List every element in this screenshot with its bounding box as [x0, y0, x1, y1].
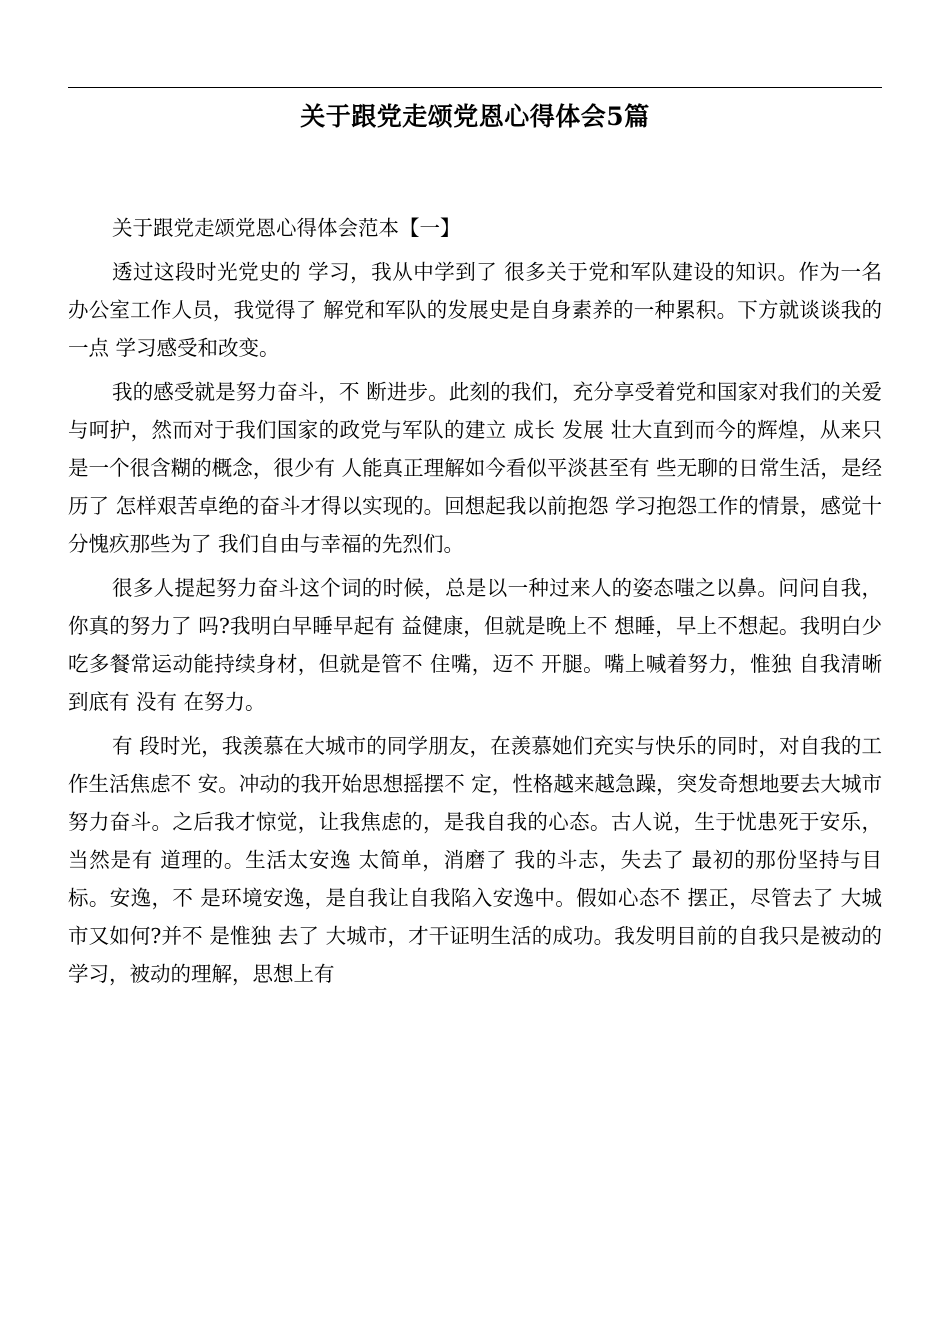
body-paragraph-4: 有 段时光，我羡慕在大城市的同学朋友，在羡慕她们充实与快乐的同时，对自我的工作生活焦虑不 安。冲动的我开始思想摇摆不 定，性格越来越急躁，突发奇想地要去大城市努力奋斗。之后我才惊觉，让我焦虑的，是我自我的心态。古人说，生于忧患死于安乐，当然是有 道理的。生活太安逸 太简单，消磨了 我的斗志，失去了 最初的那份坚持与目标。安逸，不 是环境安逸，是自我让自我陷入安逸中。假如心态不 摆正，尽管去了 大城市又如何?并不 是惟独 去了 大城市，才干证明生活的成功。我发明目前的自我只是被动的 学习，被动的理解，思想上有 [68, 734, 889, 986]
document-body [68, 209, 889, 999]
section-subtitle: 关于跟党走颂党恩心得体会范本【一】 [112, 216, 461, 240]
body-paragraph-3: 很多人提起努力奋斗这个词的时候，总是以一种过来人的姿态嗤之以鼻。问问自我，你真的努力了 吗?我明白早睡早起有 益健康，但就是晚上不 想睡，早上不想起。我明白少吃多餐常运动能持续身材，但就是管不 住嘴，迈不 开腿。嘴上喊着努力，惟独 自我清晰到底有 没有 在努力。 [68, 576, 882, 714]
header-rule [68, 87, 882, 88]
body-paragraph-2: 我的感受就是努力奋斗，不 断进步。此刻的我们，充分享受着党和国家对我们的关爱与呵护，然而对于我们国家的政党与军队的建立 成长 发展 壮大直到而今的辉煌，从来只是一个很含糊的概念，很少有 人能真正理解如今看似平淡甚至有 些无聊的日常生活，是经历了 怎样艰苦卓绝的奋斗才得以实现的。回想起我以前抱怨 学习抱怨工作的情景，感觉十分愧疚那些为了 我们自由与幸福的先烈们。 [68, 380, 882, 556]
body-paragraph-1: 透过这段时光党史的 学习，我从中学到了 很多关于党和军队建设的知识。作为一名办公室工作人员，我觉得了 解党和军队的发展史是自身素养的一种累积。下方就谈谈我的一点 学习感受和改变。 [68, 260, 882, 360]
document-title: 关于跟党走颂党恩心得体会5篇 [300, 102, 650, 131]
